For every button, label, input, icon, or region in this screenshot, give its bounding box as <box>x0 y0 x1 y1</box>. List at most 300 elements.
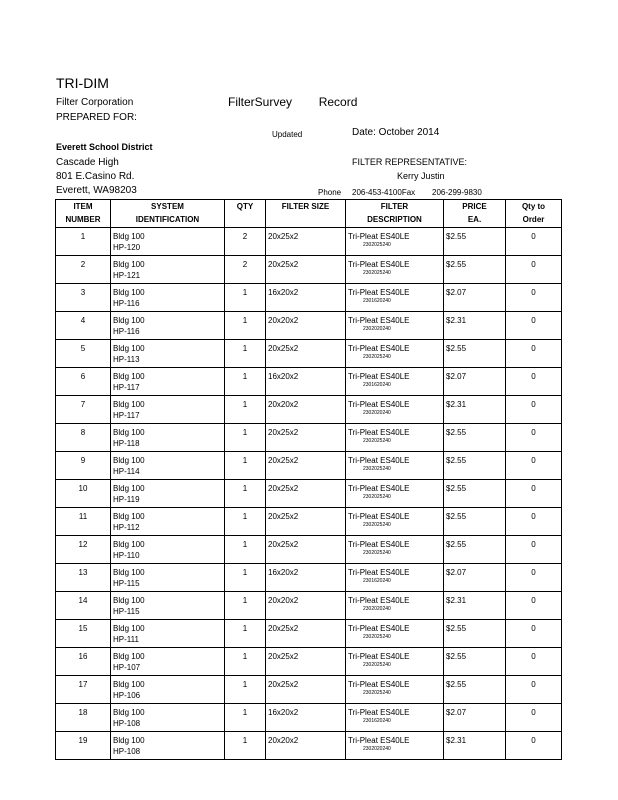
qty-value: 1 <box>242 736 248 745</box>
qty-to-order-cell <box>506 368 562 396</box>
qty-value: 1 <box>242 344 248 353</box>
company-subtitle: Filter Corporation <box>56 97 134 108</box>
system-identification-header-line1: SYSTEM <box>151 202 184 211</box>
system-identification-cell <box>111 508 225 536</box>
filter-description-cell <box>346 592 444 620</box>
qty-to-order-value: 0 <box>531 708 536 717</box>
qty-to-order-value: 0 <box>531 400 536 409</box>
filter-description-cell <box>346 564 444 592</box>
qty-to-order-value: 0 <box>531 288 536 297</box>
qty-value: 1 <box>242 708 248 717</box>
qty-cell <box>225 480 266 508</box>
filter-description: Tri-Pleat ES40LE <box>348 624 410 633</box>
filter-size: 16x20x2 <box>268 288 299 297</box>
filter-size-header-line1: FILTER SIZE <box>281 202 330 211</box>
filter-description-cell <box>346 424 444 452</box>
price-cell <box>444 704 506 732</box>
system-building: Bldg 100 <box>113 708 145 717</box>
filter-description-cell <box>346 368 444 396</box>
phone-label: Phone <box>318 188 342 197</box>
qty-cell <box>225 340 266 368</box>
item-number: 19 <box>78 736 88 745</box>
qty-cell <box>225 284 266 312</box>
price-value: $2.07 <box>446 568 467 577</box>
price-value: $2.55 <box>446 512 467 521</box>
qty-to-order-cell <box>506 508 562 536</box>
price-value: $2.07 <box>446 372 467 381</box>
system-unit: HP-108 <box>113 747 141 756</box>
price-cell <box>444 480 506 508</box>
system-identification-cell <box>111 592 225 620</box>
system-unit: HP-106 <box>113 691 141 700</box>
qty-to-order-value: 0 <box>531 260 536 269</box>
price-cell <box>444 424 506 452</box>
fax-number: 206-299-9830 <box>432 188 482 197</box>
filter-size-cell <box>266 592 346 620</box>
table-row <box>56 648 562 676</box>
item-number-header <box>56 200 111 228</box>
item-number: 16 <box>78 652 88 661</box>
system-unit: HP-121 <box>113 271 141 280</box>
qty-to-order-value: 0 <box>531 316 536 325</box>
filter-size-cell <box>266 704 346 732</box>
item-number-cell <box>56 284 111 312</box>
filter-description: Tri-Pleat ES40LE <box>348 316 410 325</box>
qty-to-order-cell <box>506 592 562 620</box>
filter-description-cell <box>346 340 444 368</box>
table-row <box>56 536 562 564</box>
qty-cell <box>225 620 266 648</box>
filter-description-header-line2: DESCRIPTION <box>367 215 422 224</box>
filter-part-code: 2302025240 <box>363 522 391 528</box>
filter-part-code: 2302020240 <box>363 746 391 752</box>
item-number-cell <box>56 256 111 284</box>
system-identification-cell <box>111 284 225 312</box>
item-number: 9 <box>80 456 86 465</box>
system-unit: HP-119 <box>113 495 140 504</box>
system-building: Bldg 100 <box>113 680 145 689</box>
filter-description: Tri-Pleat ES40LE <box>348 484 410 493</box>
qty-to-order-cell <box>506 452 562 480</box>
filter-size: 20x25x2 <box>268 456 299 465</box>
price-value: $2.55 <box>446 540 467 549</box>
date-text: Date: October 2014 <box>352 127 440 138</box>
system-identification-cell <box>111 620 225 648</box>
system-building: Bldg 100 <box>113 428 145 437</box>
filter-description: Tri-Pleat ES40LE <box>348 596 410 605</box>
item-number: 18 <box>78 708 88 717</box>
qty-to-order-cell <box>506 284 562 312</box>
title-record: Record <box>318 95 358 109</box>
price-cell <box>444 228 506 256</box>
qty-cell <box>225 704 266 732</box>
system-building: Bldg 100 <box>113 316 145 325</box>
price-value: $2.55 <box>446 260 467 269</box>
qty-header <box>225 200 266 228</box>
filter-part-code: 2302020240 <box>363 606 391 612</box>
district-name: Everett School District <box>56 142 153 152</box>
system-identification-cell <box>111 340 225 368</box>
qty-cell <box>225 564 266 592</box>
filter-part-code: 2301620240 <box>363 718 391 724</box>
price-value: $2.07 <box>446 288 467 297</box>
system-identification-cell <box>111 564 225 592</box>
qty-value: 1 <box>242 624 248 633</box>
filter-description: Tri-Pleat ES40LE <box>348 708 410 717</box>
system-identification-cell <box>111 256 225 284</box>
filter-description: Tri-Pleat ES40LE <box>348 260 410 269</box>
qty-to-order-value: 0 <box>531 344 536 353</box>
filter-size-cell <box>266 480 346 508</box>
system-unit: HP-117 <box>113 383 140 392</box>
qty-value: 1 <box>242 288 248 297</box>
filter-description: Tri-Pleat ES40LE <box>348 540 410 549</box>
item-number: 6 <box>80 372 86 381</box>
filter-part-code: 2302025240 <box>363 550 391 556</box>
rep-label: FILTER REPRESENTATIVE: <box>352 157 468 167</box>
filter-description-cell <box>346 732 444 760</box>
qty-to-order-cell <box>506 424 562 452</box>
system-identification-cell <box>111 648 225 676</box>
qty-to-order-cell <box>506 228 562 256</box>
filter-description-cell <box>346 256 444 284</box>
filter-description-cell <box>346 312 444 340</box>
item-number-cell <box>56 536 111 564</box>
system-building: Bldg 100 <box>113 596 145 605</box>
item-number-cell <box>56 704 111 732</box>
filter-size: 16x20x2 <box>268 372 299 381</box>
filter-size: 20x20x2 <box>268 736 299 745</box>
filter-size-cell <box>266 340 346 368</box>
table-row <box>56 424 562 452</box>
filter-description: Tri-Pleat ES40LE <box>348 428 410 437</box>
qty-to-order-value: 0 <box>531 428 536 437</box>
item-number: 4 <box>80 316 86 325</box>
qty-to-order-header-line1: Qty to <box>521 202 546 211</box>
filter-part-code: 2302020240 <box>363 326 391 332</box>
qty-to-order-cell <box>506 340 562 368</box>
filter-part-code: 2302025240 <box>363 354 391 360</box>
price-value: $2.55 <box>446 652 467 661</box>
system-identification-cell <box>111 396 225 424</box>
filter-description-cell <box>346 284 444 312</box>
item-number: 14 <box>78 596 88 605</box>
item-number-cell <box>56 648 111 676</box>
qty-to-order-cell <box>506 676 562 704</box>
price-header-line2: EA. <box>467 215 482 224</box>
system-identification-cell <box>111 704 225 732</box>
system-identification-header-line2: IDENTIFICATION <box>135 215 200 224</box>
filter-size: 20x20x2 <box>268 400 299 409</box>
filter-part-code: 2302025240 <box>363 494 391 500</box>
filter-description: Tri-Pleat ES40LE <box>348 232 410 241</box>
price-cell <box>444 284 506 312</box>
filter-description-cell <box>346 648 444 676</box>
qty-cell <box>225 312 266 340</box>
system-identification-cell <box>111 452 225 480</box>
filter-size: 20x20x2 <box>268 596 299 605</box>
table-row <box>56 284 562 312</box>
prepared-for-label: PREPARED FOR: <box>56 112 137 123</box>
system-unit: HP-120 <box>113 243 141 252</box>
item-number: 13 <box>78 568 88 577</box>
qty-cell <box>225 368 266 396</box>
qty-header-line1: QTY <box>236 202 254 211</box>
qty-cell <box>225 508 266 536</box>
system-identification-cell <box>111 312 225 340</box>
price-value: $2.55 <box>446 680 467 689</box>
qty-to-order-cell <box>506 256 562 284</box>
price-cell <box>444 732 506 760</box>
qty-to-order-value: 0 <box>531 232 536 241</box>
system-building: Bldg 100 <box>113 736 145 745</box>
qty-to-order-cell <box>506 620 562 648</box>
price-value: $2.55 <box>446 624 467 633</box>
table-row <box>56 312 562 340</box>
qty-to-order-value: 0 <box>531 568 536 577</box>
filter-part-code: 2302020240 <box>363 410 391 416</box>
filter-size-cell <box>266 396 346 424</box>
qty-to-order-value: 0 <box>531 540 536 549</box>
system-unit: HP-118 <box>113 439 140 448</box>
item-number: 12 <box>78 540 88 549</box>
price-cell <box>444 340 506 368</box>
table-row <box>56 480 562 508</box>
filter-description: Tri-Pleat ES40LE <box>348 372 410 381</box>
rep-name: Kerry Justin <box>397 171 445 181</box>
filter-size: 16x20x2 <box>268 568 299 577</box>
price-cell <box>444 256 506 284</box>
item-number-cell <box>56 452 111 480</box>
system-building: Bldg 100 <box>113 512 145 521</box>
filter-size: 20x25x2 <box>268 512 299 521</box>
filter-description: Tri-Pleat ES40LE <box>348 288 410 297</box>
system-building: Bldg 100 <box>113 484 145 493</box>
filter-description: Tri-Pleat ES40LE <box>348 680 410 689</box>
table-row <box>56 732 562 760</box>
qty-value: 2 <box>242 260 248 269</box>
filter-size-cell <box>266 648 346 676</box>
item-number-cell <box>56 676 111 704</box>
table-row <box>56 592 562 620</box>
system-unit: HP-116 <box>113 299 140 308</box>
qty-cell <box>225 452 266 480</box>
item-number-cell <box>56 732 111 760</box>
item-number-cell <box>56 312 111 340</box>
qty-cell <box>225 424 266 452</box>
price-value: $2.31 <box>446 736 467 745</box>
item-number-cell <box>56 228 111 256</box>
qty-to-order-cell <box>506 704 562 732</box>
price-value: $2.55 <box>446 344 467 353</box>
table-row <box>56 256 562 284</box>
system-building: Bldg 100 <box>113 372 145 381</box>
price-cell <box>444 368 506 396</box>
qty-value: 1 <box>242 596 248 605</box>
filter-size: 20x25x2 <box>268 680 299 689</box>
price-cell <box>444 620 506 648</box>
qty-to-order-header-line2: Order <box>522 215 545 224</box>
page-title <box>228 95 357 109</box>
table-row <box>56 704 562 732</box>
item-number-cell <box>56 508 111 536</box>
qty-value: 1 <box>242 568 248 577</box>
system-identification-cell <box>111 480 225 508</box>
filter-size: 16x20x2 <box>268 708 299 717</box>
qty-to-order-header <box>506 200 562 228</box>
item-number-header-line2: NUMBER <box>65 215 101 224</box>
price-cell <box>444 452 506 480</box>
price-cell <box>444 648 506 676</box>
filter-size: 20x25x2 <box>268 540 299 549</box>
qty-value: 2 <box>242 232 248 241</box>
qty-to-order-value: 0 <box>531 372 536 381</box>
filter-size-cell <box>266 256 346 284</box>
qty-cell <box>225 732 266 760</box>
qty-to-order-cell <box>506 732 562 760</box>
price-value: $2.31 <box>446 400 467 409</box>
price-cell <box>444 508 506 536</box>
filter-description: Tri-Pleat ES40LE <box>348 400 410 409</box>
price-value: $2.55 <box>446 232 467 241</box>
system-identification-cell <box>111 424 225 452</box>
system-unit: HP-117 <box>113 411 140 420</box>
filter-part-code: 2301620240 <box>363 578 391 584</box>
system-building: Bldg 100 <box>113 344 145 353</box>
qty-cell <box>225 592 266 620</box>
item-number: 1 <box>80 232 86 241</box>
price-value: $2.55 <box>446 484 467 493</box>
system-building: Bldg 100 <box>113 456 145 465</box>
qty-to-order-cell <box>506 312 562 340</box>
qty-value: 1 <box>242 316 248 325</box>
filter-size-cell <box>266 228 346 256</box>
filter-part-code: 2302025240 <box>363 634 391 640</box>
title-filtersurvey: FilterSurvey <box>228 95 293 109</box>
system-identification-cell <box>111 732 225 760</box>
system-building: Bldg 100 <box>113 400 145 409</box>
qty-value: 1 <box>242 680 248 689</box>
qty-value: 1 <box>242 428 248 437</box>
item-number-cell <box>56 592 111 620</box>
item-number: 7 <box>80 400 86 409</box>
filter-size: 20x25x2 <box>268 428 299 437</box>
filter-size-header <box>266 200 346 228</box>
filter-size-cell <box>266 564 346 592</box>
qty-to-order-value: 0 <box>531 624 536 633</box>
item-number: 8 <box>80 428 86 437</box>
qty-cell <box>225 648 266 676</box>
qty-value: 1 <box>242 512 248 521</box>
system-building: Bldg 100 <box>113 288 145 297</box>
item-number: 3 <box>80 288 86 297</box>
filter-size-cell <box>266 536 346 564</box>
item-number: 5 <box>80 344 86 353</box>
filter-size-cell <box>266 676 346 704</box>
price-cell <box>444 312 506 340</box>
filter-part-code: 2301620240 <box>363 382 391 388</box>
system-building: Bldg 100 <box>113 540 145 549</box>
filter-description: Tri-Pleat ES40LE <box>348 456 410 465</box>
filter-size-cell <box>266 620 346 648</box>
system-building: Bldg 100 <box>113 624 145 633</box>
price-value: $2.31 <box>446 316 467 325</box>
system-building: Bldg 100 <box>113 260 145 269</box>
filter-survey-table <box>55 199 562 760</box>
table-row <box>56 620 562 648</box>
qty-cell <box>225 536 266 564</box>
phone-number: 206-453-4100Fax <box>352 188 416 197</box>
filter-description-cell <box>346 536 444 564</box>
qty-to-order-cell <box>506 480 562 508</box>
filter-part-code: 2302025240 <box>363 690 391 696</box>
table-row <box>56 452 562 480</box>
price-header <box>444 200 506 228</box>
filter-part-code: 2302025240 <box>363 438 391 444</box>
qty-value: 1 <box>242 652 248 661</box>
system-identification-cell <box>111 676 225 704</box>
filter-part-code: 2302025240 <box>363 662 391 668</box>
filter-description-header <box>346 200 444 228</box>
filter-description-cell <box>346 228 444 256</box>
system-identification-cell <box>111 368 225 396</box>
price-header-line1: PRICE <box>462 202 487 211</box>
price-cell <box>444 564 506 592</box>
filter-description-header-line1: FILTER <box>380 202 409 211</box>
system-building: Bldg 100 <box>113 568 145 577</box>
filter-description-cell <box>346 452 444 480</box>
system-identification-header <box>111 200 225 228</box>
system-identification-cell <box>111 536 225 564</box>
qty-value: 1 <box>242 456 248 465</box>
filter-size: 20x25x2 <box>268 624 299 633</box>
qty-to-order-value: 0 <box>531 484 536 493</box>
price-value: $2.07 <box>446 708 467 717</box>
filter-part-code: 2301620240 <box>363 298 391 304</box>
qty-to-order-value: 0 <box>531 652 536 661</box>
filter-size: 20x25x2 <box>268 652 299 661</box>
system-unit: HP-115 <box>113 579 140 588</box>
qty-value: 1 <box>242 484 248 493</box>
filter-description: Tri-Pleat ES40LE <box>348 344 410 353</box>
filter-description: Tri-Pleat ES40LE <box>348 736 410 745</box>
price-cell <box>444 396 506 424</box>
filter-description-cell <box>346 676 444 704</box>
qty-value: 1 <box>242 540 248 549</box>
table-row <box>56 228 562 256</box>
item-number-cell <box>56 396 111 424</box>
filter-size: 20x25x2 <box>268 344 299 353</box>
system-unit: HP-110 <box>113 551 140 560</box>
filter-description-cell <box>346 704 444 732</box>
filter-description: Tri-Pleat ES40LE <box>348 512 410 521</box>
item-number-cell <box>56 368 111 396</box>
qty-cell <box>225 256 266 284</box>
filter-size-cell <box>266 368 346 396</box>
item-number-cell <box>56 480 111 508</box>
table-row <box>56 564 562 592</box>
price-cell <box>444 592 506 620</box>
item-number: 2 <box>80 260 86 269</box>
qty-value: 1 <box>242 400 248 409</box>
table-row <box>56 676 562 704</box>
item-number: 11 <box>78 512 88 521</box>
qty-to-order-value: 0 <box>531 596 536 605</box>
price-value: $2.55 <box>446 456 467 465</box>
system-unit: HP-113 <box>113 355 140 364</box>
qty-to-order-cell <box>506 536 562 564</box>
filter-part-code: 2302025240 <box>363 242 391 248</box>
